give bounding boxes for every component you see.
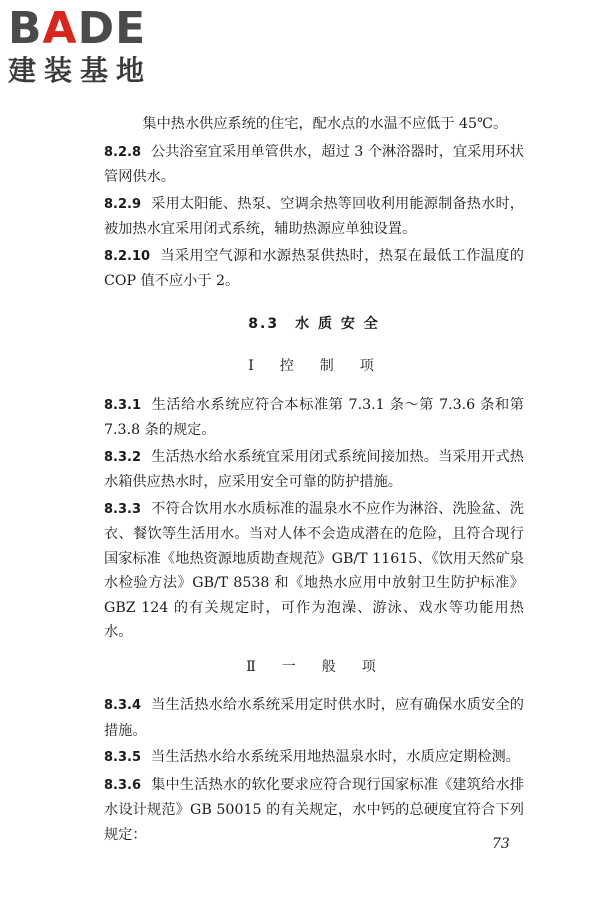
clause-8-3-4: 8.3.4 当生活热水给水系统采用定时供水时，应有确保水质安全的措施。 xyxy=(104,697,524,739)
brand-logo xyxy=(8,3,178,88)
paragraph: 集中热水供应系统的住宅，配水点的水温不应低于 45℃。 xyxy=(142,116,508,132)
logo-wordmark: BADE xyxy=(8,3,147,54)
subsection-title-control: Ⅰ 控 制 项 xyxy=(248,358,380,374)
clause-8-3-3: 8.3.3 不符合饮用水水质标准的温泉水不应作为淋浴、洗脸盆、洗衣、餐饮等生活用水。当对人体不会造成潜在的危险，且符合现行国家标准《地热资源地质勘查规范》GB/T 11615、《饮用天然矿泉水检验方法》GB/T 8538 和《地热水应用中放射卫生防护标准》GBZ 124 的有关规定时，可作为泡澡、游泳、戏水等功能用热水。 xyxy=(104,500,524,640)
clause-8-3-2: 8.3.2 生活热水给水系统宜采用闭式系统间接加热。当采用开式热水箱供应热水时，应采用安全可靠的防护措施。 xyxy=(104,448,524,490)
page-number: 73 xyxy=(492,836,510,852)
clause-8-3-1: 8.3.1 生活给水系统应符合本标准第 7.3.1 条～第 7.3.6 条和第 7.3.8 条的规定。 xyxy=(104,396,524,438)
section-title: 8.3 水 质 安 全 xyxy=(248,315,380,332)
clause-8-3-6: 8.3.6 集中生活热水的软化要求应符合现行国家标准《建筑给水排水设计规范》GB 50015 的有关规定，水中钙的总硬度宜符合下列规定： xyxy=(104,776,524,843)
clause-8-2-10: 8.2.10 当采用空气源和水源热泵供热时，热泵在最低工作温度的 COP 值不应小于 2。 xyxy=(104,247,524,289)
clause-8-2-8: 8.2.8 公共浴室宜采用单管供水，超过 3 个淋浴器时，宜采用环状管网供水。 xyxy=(104,143,524,185)
clause-8-3-5: 8.3.5 当生活热水给水系统采用地热温泉水时，水质应定期检测。 xyxy=(104,749,520,765)
clause-8-2-9: 8.2.9 采用太阳能、热泵、空调余热等回收利用能源制备热水时，被加热水宜采用闭式系统，辅助热源应单独设置。 xyxy=(104,195,524,237)
logo-subtitle: 建装基地 xyxy=(8,54,153,87)
document-body xyxy=(104,112,524,849)
subsection-title-general: Ⅱ 一 般 项 xyxy=(246,658,382,675)
